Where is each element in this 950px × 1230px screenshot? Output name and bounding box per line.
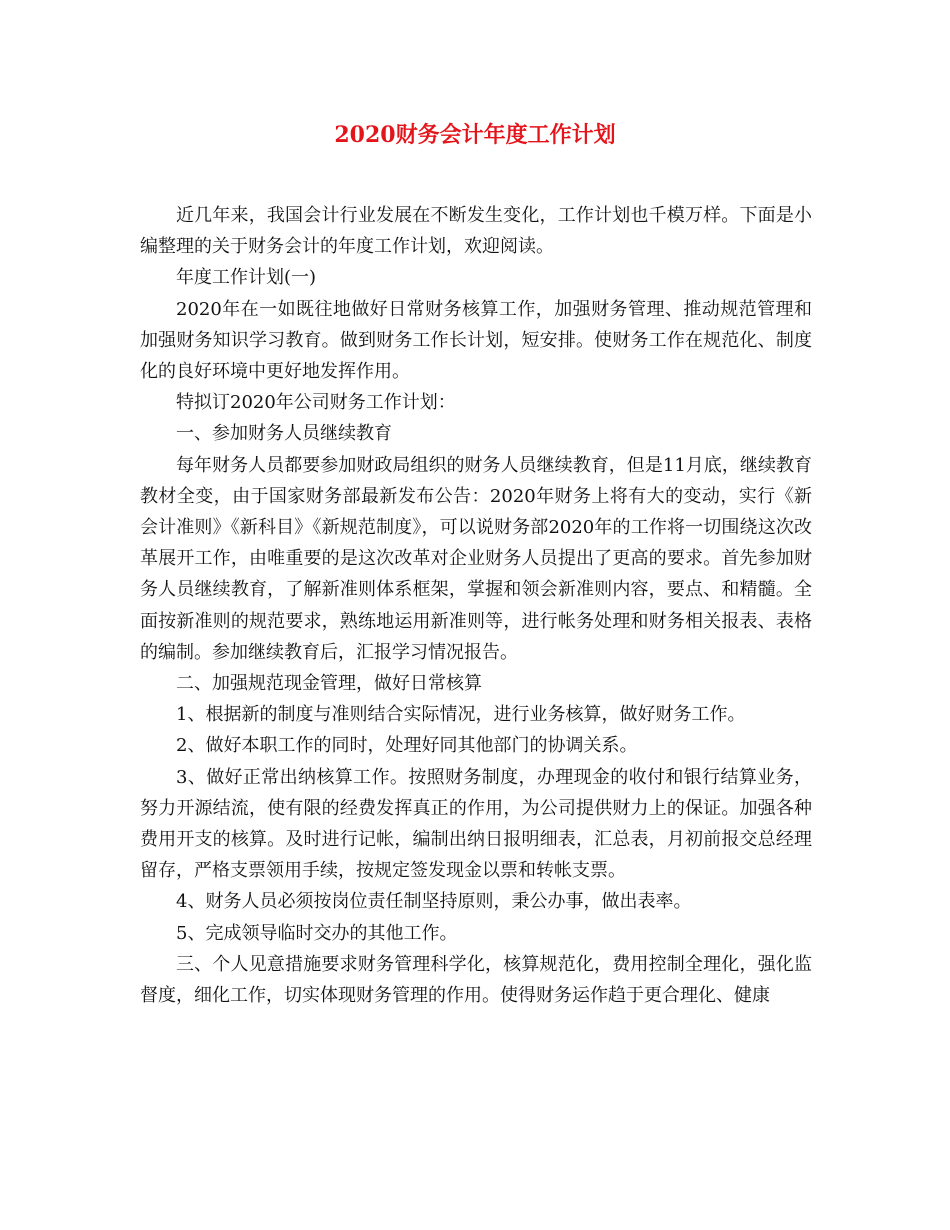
section-heading-1: 一、参加财务人员继续教育 bbox=[176, 423, 392, 445]
list-item-4: 4、财务人员必须按岗位责任制坚持原则，秉公办事，做出表率。 bbox=[176, 891, 692, 913]
paragraph-plan-heading: 年度工作计划(一) bbox=[176, 267, 317, 289]
document-body bbox=[140, 200, 812, 1011]
list-item-5: 5、完成领导临时交办的其他工作。 bbox=[176, 922, 458, 944]
list-item-1: 1、根据新的制度与准则结合实际情况，进行业务核算，做好财务工作。 bbox=[176, 704, 746, 726]
document-title: 2020财务会计年度工作计划 bbox=[334, 122, 616, 148]
list-item-2: 2、做好本职工作的同时，处理好同其他部门的协调关系。 bbox=[176, 735, 638, 757]
paragraph-continuing-education: 每年财务人员都要参加财政局组织的财务人员继续教育，但是11月底，继续教育教材全变，由于国家财务部最新发布公告：2020年财务上将有大的变动，实行《新会计准则》《新科目》《新规范制度》，可以说财务部2020年的工作将一切围绕这次改革展开工作，由唯重要的是这次改革对企业财务人员提出了更高的要求。首先参加财务人员继续教育，了解新准则体系框架，掌握和领会新准则内容，要点、和精髓。全面按新准则的规范要求，熟练地运用新准则等，进行帐务处理和财务相关报表、表格的编制。参加继续教育后，汇报学习情况报告。 bbox=[140, 454, 812, 663]
paragraph-plan-intro: 特拟订2020年公司财务工作计划： bbox=[176, 392, 456, 414]
section-heading-2: 二、加强规范现金管理，做好日常核算 bbox=[176, 673, 482, 695]
paragraph-intro: 近几年来，我国会计行业发展在不断发生变化，工作计划也千模万样。下面是小编整理的关于财务会计的年度工作计划，欢迎阅读。 bbox=[140, 205, 812, 258]
section-heading-3: 三、个人见意措施要求财务管理科学化，核算规范化，费用控制全理化，强化监督度，细化工作，切实体现财务管理的作用。使得财务运作趋于更合理化、健康 bbox=[140, 953, 812, 1007]
paragraph-overview: 2020年在一如既往地做好日常财务核算工作，加强财务管理、推动规范管理和加强财务知识学习教育。做到财务工作长计划，短安排。使财务工作在规范化、制度化的良好环境中更好地发挥作用。 bbox=[140, 298, 812, 383]
list-item-3: 3、做好正常出纳核算工作。按照财务制度，办理现金的收付和银行结算业务，努力开源结流，使有限的经费发挥真正的作用，为公司提供财力上的保证。加强各种费用开支的核算。及时进行记帐，编制出纳日报明细表，汇总表，月初前报交总经理留存，严格支票领用手续，按规定签发现金以票和转帐支票。 bbox=[140, 766, 812, 882]
